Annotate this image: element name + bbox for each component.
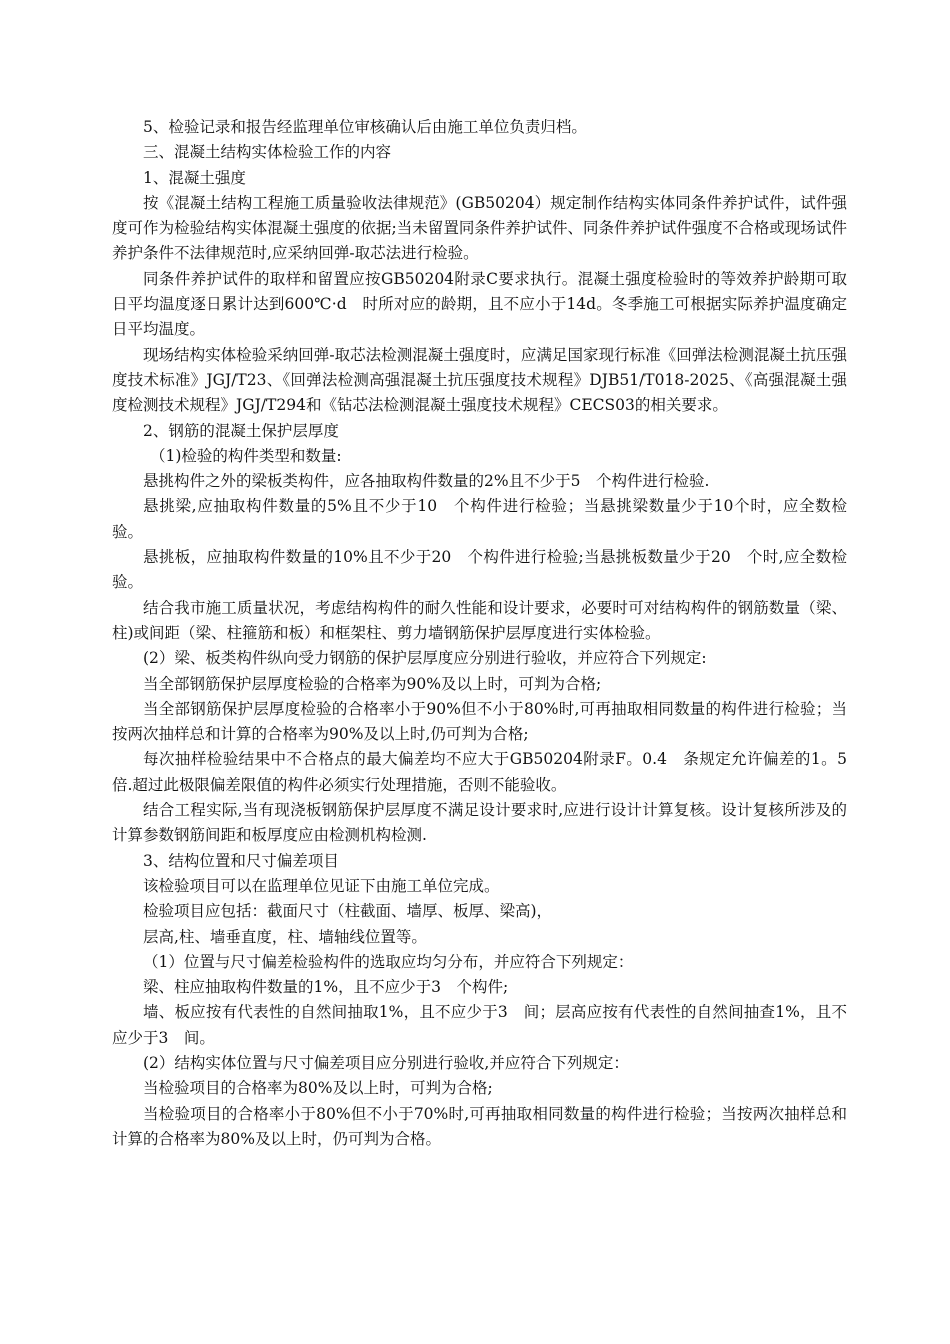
paragraph: 悬挑梁,应抽取构件数量的5%且不少于10 个构件进行检验；当悬挑梁数量少于10个时，应全数检验。: [112, 497, 847, 541]
paragraph: 每次抽样检验结果中不合格点的最大偏差均不应大于GB50204附录F。0.4 条规定允许偏差的1。5倍.超过此极限偏差限值的构件必须实行处理措施，否则不能验收。: [112, 750, 847, 794]
paragraph: 现场结构实体检验采纳回弹-取芯法检测混凝土强度时，应满足国家现行标准《回弹法检测混凝土抗压强度技术标准》JGJ/T23、《回弹法检测高强混凝土抗压强度技术规程》DJB51/T018-2025、《高强混凝土强度检测技术规程》JGJ/T294和《钻芯法检测混凝土强度技术规程》CECS03的相关要求。: [112, 345, 847, 415]
paragraph: 结合我市施工质量状况，考虑结构构件的耐久性能和设计要求，必要时可对结构构件的钢筋数量（梁、柱)或间距（梁、柱箍筋和板）和框架柱、剪力墙钢筋保护层厚度进行实体检验。: [112, 598, 847, 642]
paragraph: 5、检验记录和报告经监理单位审核确认后由施工单位负责归档。: [143, 118, 587, 136]
paragraph: 墙、板应按有代表性的自然间抽取1%，且不应少于3 间；层高应按有代表性的自然间抽查1%，且不应少于3 间。: [112, 1003, 847, 1047]
paragraph: 结合工程实际,当有现浇板钢筋保护层厚度不满足设计要求时,应进行设计计算复核。设计复核所涉及的计算参数钢筋间距和板厚度应由检测机构检测.: [112, 801, 847, 845]
list-heading: (2）梁、板类构件纵向受力钢筋的保护层厚度应分别进行验收，并应符合下列规定:: [143, 649, 707, 668]
paragraph: 按《混凝土结构工程施工质量验收法律规范》(GB50204）规定制作结构实体同条件养护试件，试件强度可作为检验结构实体混凝土强度的依据;当未留置同条件养护试件、同条件养护试件强度不合格或现场试件养护条件不法律规范时,应采纳回弹-取芯法进行检验。: [112, 193, 847, 263]
paragraph: 层高,柱、墙垂直度，柱、墙轴线位置等。: [143, 927, 427, 946]
paragraph: 同条件养护试件的取样和留置应按GB50204附录C要求执行。混凝土强度检验时的等效养护龄期可取日平均温度逐日累计达到600℃·d 时所对应的龄期，且不应小于14d。冬季施工可根据实际养护温度确定日平均温度。: [112, 269, 847, 339]
subsection-heading: 2、钢筋的混凝土保护层厚度: [143, 421, 339, 440]
paragraph: 悬挑板，应抽取构件数量的10%且不少于20 个构件进行检验;当悬挑板数量少于20 个时,应全数检验。: [112, 548, 847, 592]
document-body: [112, 115, 847, 1152]
subsection-heading: 1、混凝土强度: [143, 168, 246, 187]
paragraph: 悬挑构件之外的梁板类构件，应各抽取构件数量的2%且不少于5 个构件进行检验.: [143, 472, 710, 491]
list-heading: （1）位置与尺寸偏差检验构件的选取应均匀分布，并应符合下列规定：: [143, 952, 634, 971]
paragraph: 当全部钢筋保护层厚度检验的合格率为90%及以上时，可判为合格;: [143, 674, 602, 693]
list-heading: (2）结构实体位置与尺寸偏差项目应分别进行验收,并应符合下列规定：: [143, 1053, 629, 1072]
paragraph: 当检验项目的合格率为80%及以上时，可判为合格;: [143, 1079, 493, 1098]
subsection-heading: 3、结构位置和尺寸偏差项目: [143, 851, 339, 870]
section-heading: 三、混凝土结构实体检验工作的内容: [143, 143, 392, 162]
list-heading: （1)检验的构件类型和数量:: [150, 446, 342, 465]
paragraph: 该检验项目可以在监理单位见证下由施工单位完成。: [143, 876, 500, 895]
paragraph: 检验项目应包括：截面尺寸（柱截面、墙厚、板厚、梁高)，: [143, 902, 553, 921]
paragraph: 当全部钢筋保护层厚度检验的合格率小于90%但不小于80%时,可再抽取相同数量的构件进行检验；当按两次抽样总和计算的合格率为90%及以上时,仍可判为合格;: [112, 699, 847, 744]
paragraph: 梁、柱应抽取构件数量的1%，且不应少于3 个构件;: [143, 978, 509, 997]
paragraph: 当检验项目的合格率小于80%但不小于70%时,可再抽取相同数量的构件进行检验；当按两次抽样总和计算的合格率为80%及以上时，仍可判为合格。: [112, 1104, 847, 1148]
